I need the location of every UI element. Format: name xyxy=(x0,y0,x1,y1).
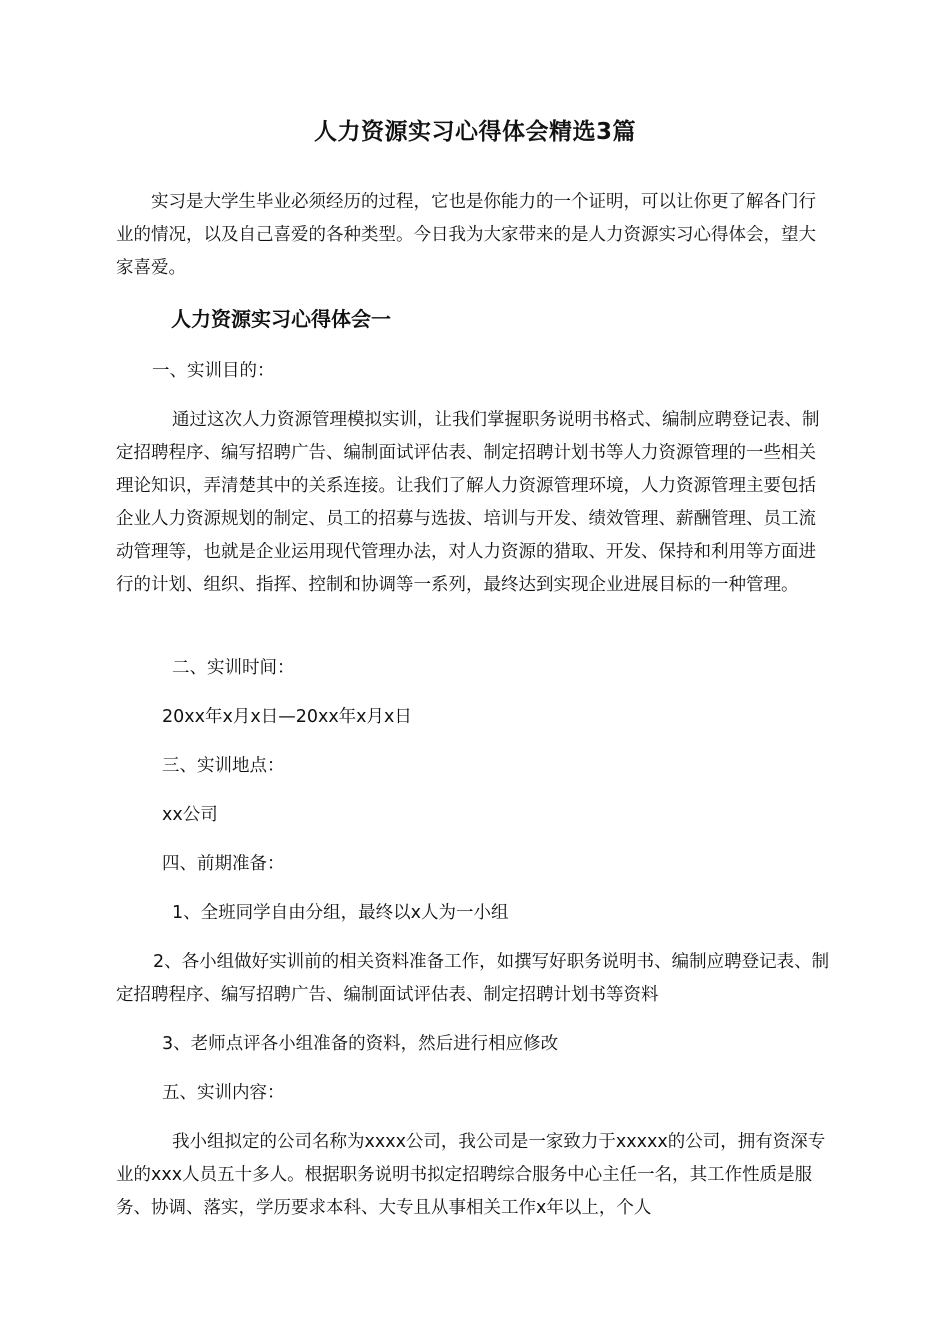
item4-heading: 四、前期准备： xyxy=(162,854,285,874)
item2-heading: 二、实训时间： xyxy=(172,658,295,678)
item1-heading: 一、实训目的： xyxy=(152,361,275,381)
item5-body: 我小组拟定的公司名称为xxxx公司，我公司是一家致力于xxxxx的公司，拥有资深专业的xxx人员五十多人。根据职务说明书拟定招聘综合服务中心主任一名，其工作性质是服务、协调、落实，学历要求本科、大专且从事相关工作x年以上，个人 xyxy=(116,1132,826,1218)
item5-heading: 五、实训内容： xyxy=(162,1083,285,1103)
item4-step1: 1、全班同学自由分组，最终以x人为一小组 xyxy=(172,903,509,923)
item4-step2: 2、各小组做好实训前的相关资料准备工作，如撰写好职务说明书、编制应聘登记表、制定招聘程序、编写招聘广告、编制面试评估表、制定招聘计划书等资料 xyxy=(116,952,830,1005)
item2-body: 20xx年x月x日—20xx年x月x日 xyxy=(162,707,412,727)
item4-step3: 3、老师点评各小组准备的资料，然后进行相应修改 xyxy=(162,1034,559,1054)
item3-heading: 三、实训地点： xyxy=(162,756,285,776)
intro-paragraph: 实习是大学生毕业必须经历的过程，它也是你能力的一个证明，可以让你更了解各门行业的情况，以及自己喜爱的各种类型。今日我为大家带来的是人力资源实习心得体会，望大家喜爱。 xyxy=(116,192,816,278)
document-title: 人力资源实习心得体会精选3篇 xyxy=(313,119,636,145)
item3-body: xx公司 xyxy=(162,805,218,825)
item1-body: 通过这次人力资源管理模拟实训，让我们掌握职务说明书格式、编制应聘登记表、制定招聘程序、编写招聘广告、编制面试评估表、制定招聘计划书等人力资源管理的一些相关理论知识，弄清楚其中的关系连接。让我们了解人力资源管理环境，人力资源管理主要包括企业人力资源规划的制定、员工的招募与选拔、培训与开发、绩效管理、薪酬管理、员工流动管理等，也就是企业运用现代管理办法，对人力资源的猎取、开发、保持和利用等方面进行的计划、组织、指挥、控制和协调等一系列，最终达到实现企业进展目标的一种管理。 xyxy=(116,410,820,595)
section-heading: 人力资源实习心得体会一 xyxy=(171,307,391,331)
